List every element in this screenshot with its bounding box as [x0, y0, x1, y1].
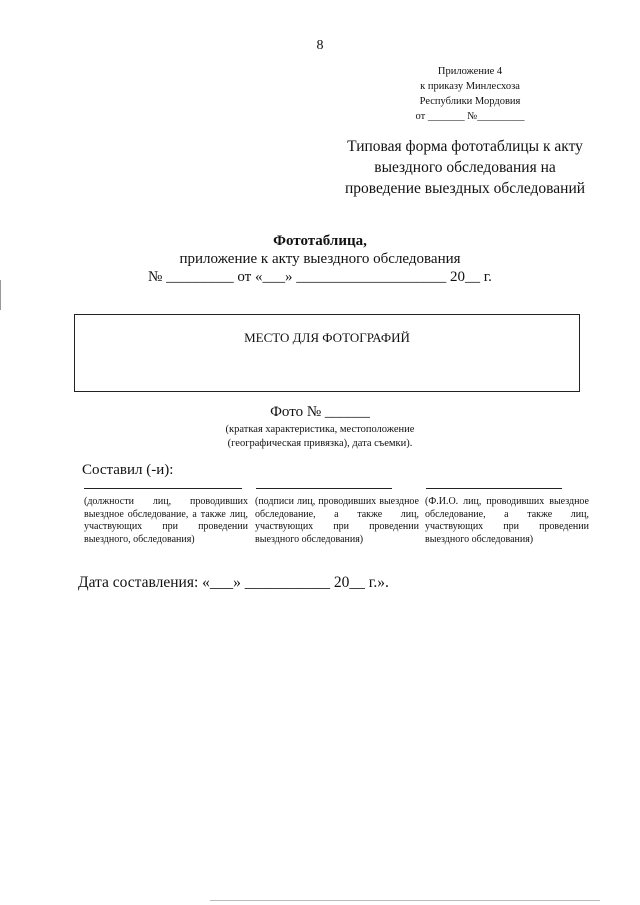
- scan-bottom-edge: [210, 900, 600, 901]
- document-number-line: № _________ от «___» ____________________ 20__ г.: [148, 269, 492, 285]
- appendix-line: от _______ №_________: [415, 111, 525, 122]
- signature-line: [256, 488, 392, 489]
- appendix-line: Республики Мордовия: [419, 96, 521, 107]
- form-title-line: проведение выездных обследований: [344, 180, 586, 197]
- form-title-line: выездного обследования на: [374, 159, 556, 176]
- page-number: 8: [316, 38, 324, 53]
- appendix-line: к приказу Минлесхоза: [420, 81, 520, 92]
- date-compiled: Дата составления: «___» ___________ 20__ г.».: [78, 574, 389, 591]
- signature-caption: (подписи лиц, проводивших выездное обследование, а также лиц, участвующих при проведении выездного обследования): [255, 496, 419, 545]
- document-title: [110, 232, 530, 286]
- appendix-line: Приложение 4: [437, 66, 503, 77]
- photo-description-line: (географическая привязка), дата съемки).: [227, 438, 413, 449]
- compiled-by-label: Составил (-и):: [82, 462, 174, 478]
- scan-edge-mark: [0, 280, 1, 310]
- signature-line: [426, 488, 562, 489]
- full-name-caption: (Ф.И.О. лиц, проводивших выездное обследование, а также лиц, участвующих при проведении выездного обследования): [425, 496, 589, 545]
- position-caption: (должности лиц, проводивших выездное обследование, а также лиц, участвующих при проведении выездного, обследования): [84, 496, 248, 545]
- form-title-line: Типовая форма фототаблицы к акту: [347, 138, 583, 155]
- form-title: [330, 136, 600, 199]
- photo-placeholder-box: [74, 314, 580, 392]
- appendix-header: [380, 64, 560, 124]
- document-heading: Фототаблица,: [273, 233, 367, 249]
- photo-description: [200, 423, 440, 451]
- photo-description-line: (краткая характеристика, местоположение: [225, 424, 415, 435]
- signature-line: [84, 488, 242, 489]
- document-subheading: приложение к акту выездного обследования: [179, 251, 461, 267]
- photo-number: Фото № ______: [270, 404, 370, 420]
- photo-placeholder-label: МЕСТО ДЛЯ ФОТОГРАФИЙ: [244, 330, 410, 345]
